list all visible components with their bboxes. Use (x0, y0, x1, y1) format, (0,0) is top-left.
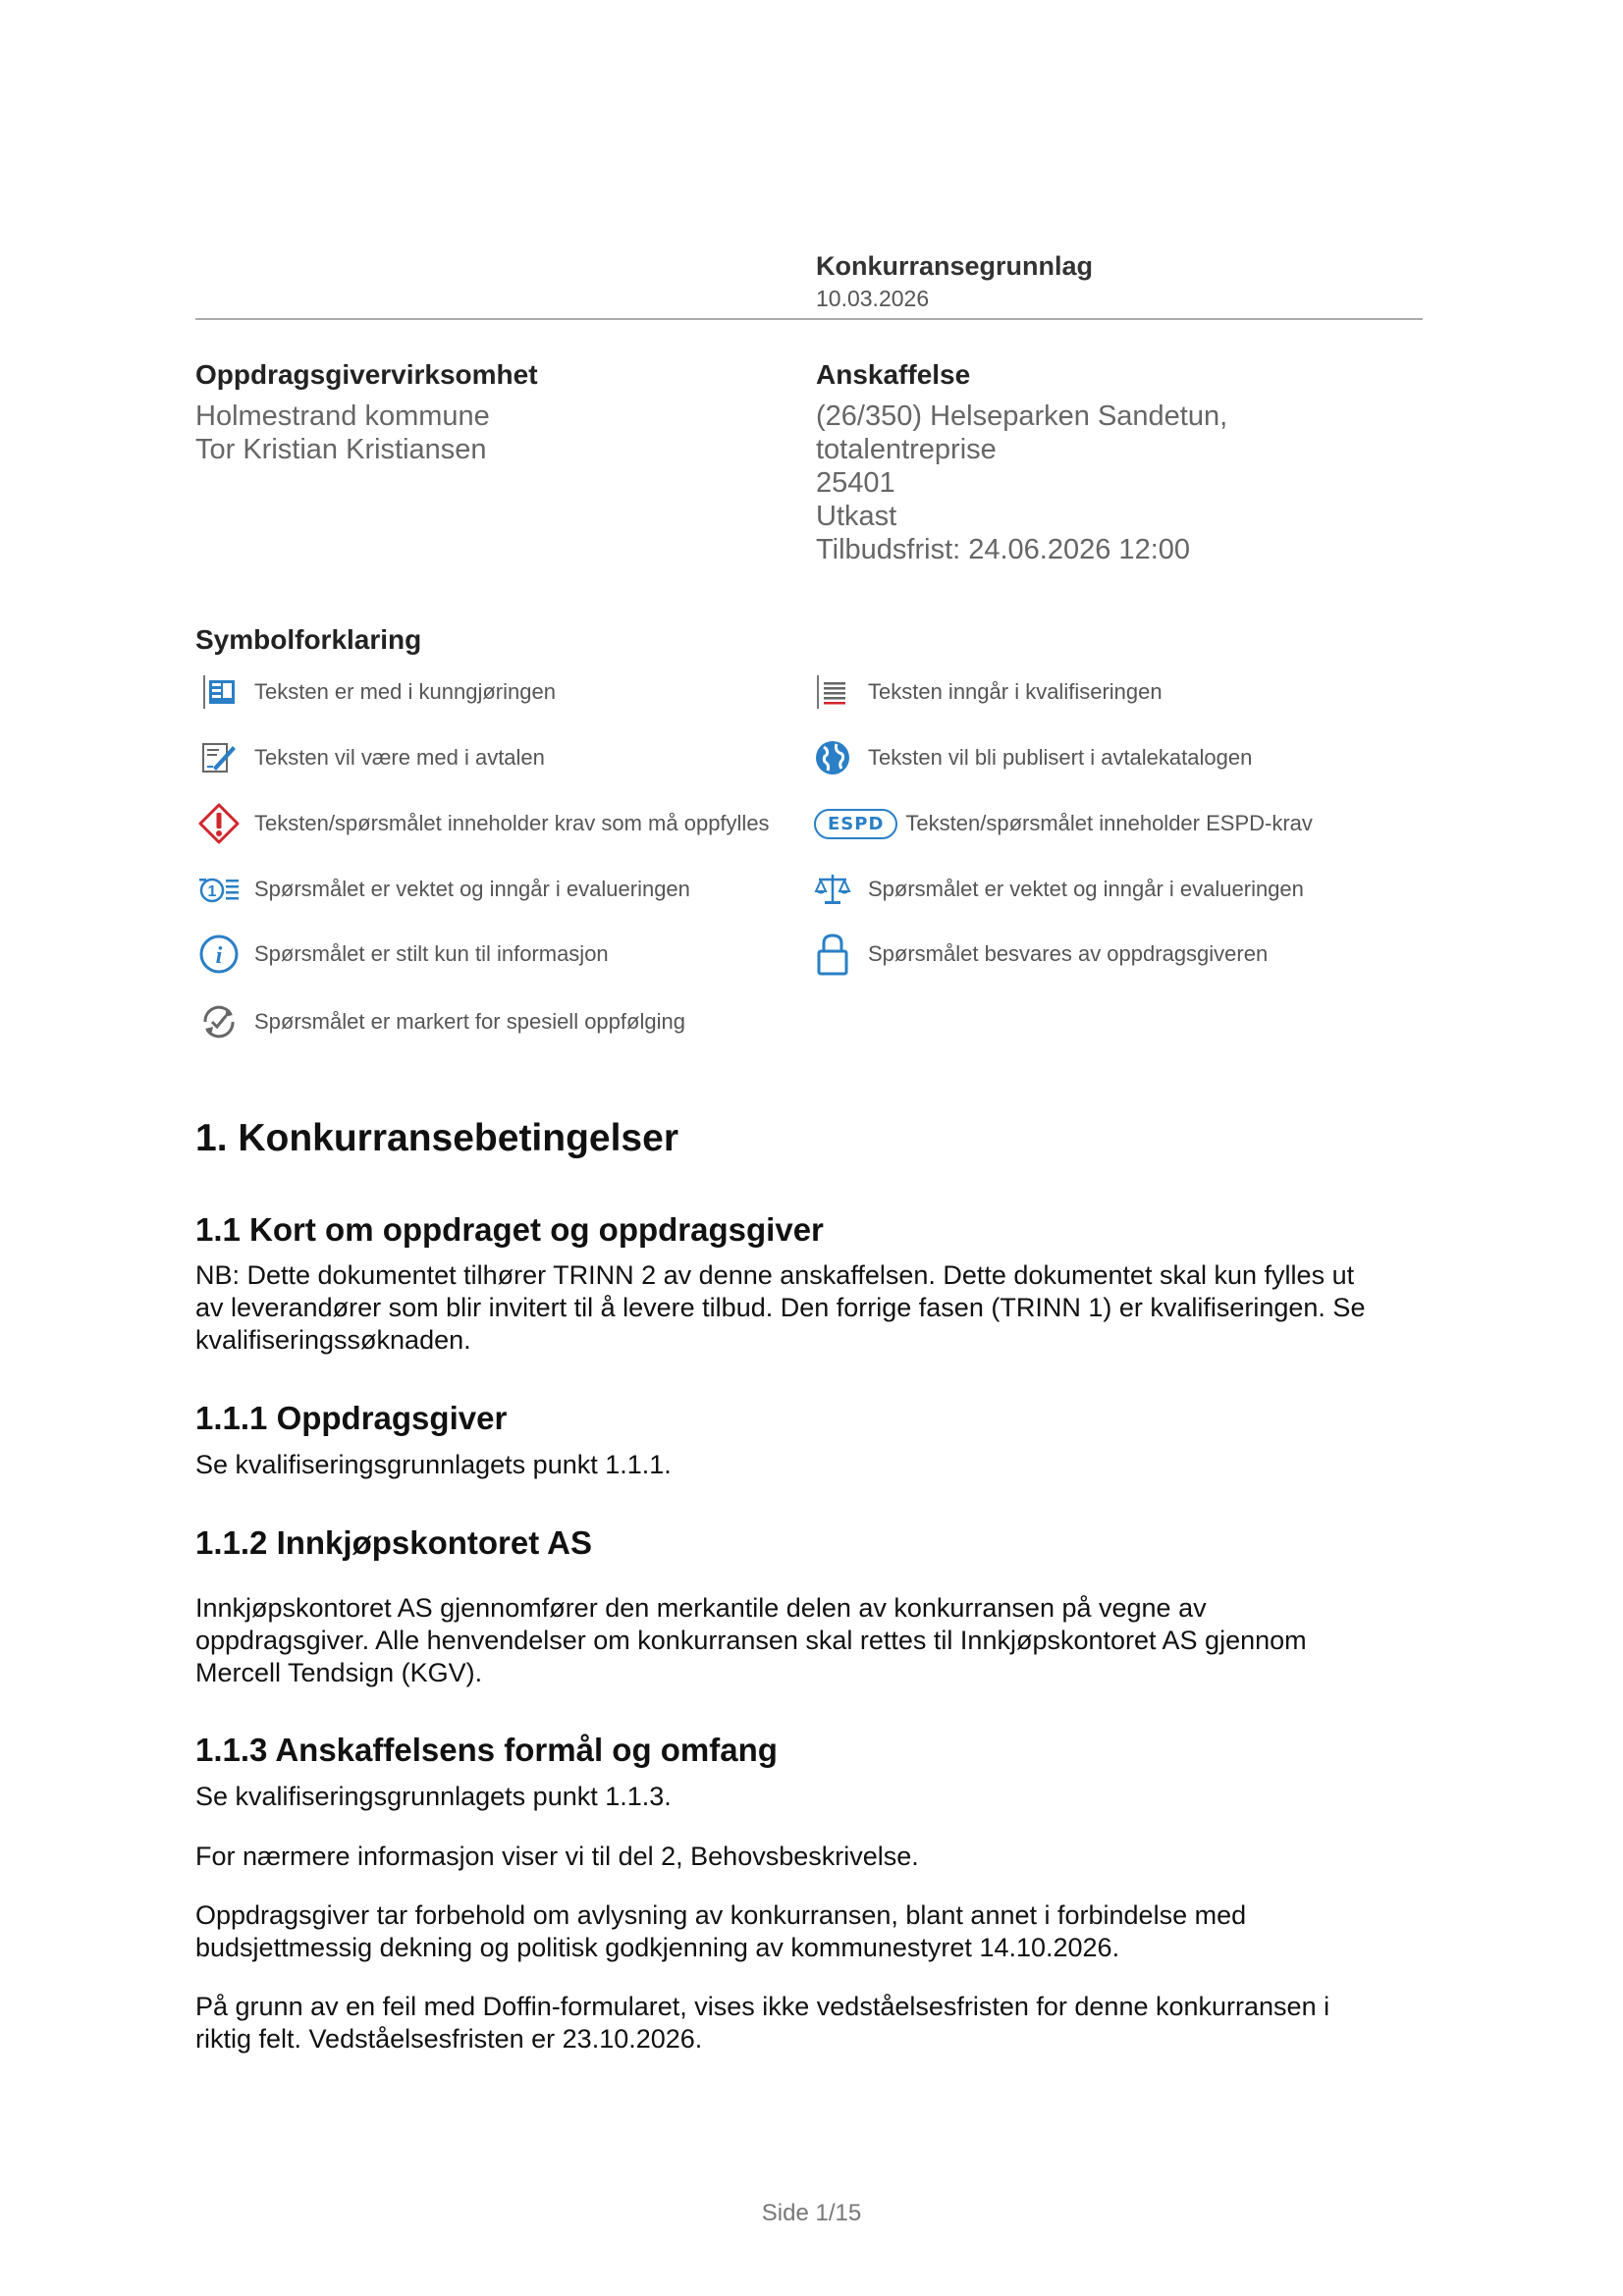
legend-item-followup (195, 998, 685, 1045)
text-line: riktig felt. Vedståelsesfristen er 23.10.2026. (195, 2024, 703, 2054)
legend-item-lock (809, 931, 1268, 978)
procurement-status: Utkast (816, 501, 897, 532)
section-heading-1-1-3: 1.1.3 Anskaffelsens formål og omfang (195, 1732, 778, 1768)
procurement-label: Anskaffelse (816, 359, 971, 390)
legend-item-espd (814, 800, 1313, 847)
legend-item-catalog (809, 734, 1252, 781)
procurement-number: 25401 (816, 467, 895, 499)
weighted-list-icon (195, 866, 243, 913)
section-1-1-3-p2: For nærmere informasjon viser vi til del 2, Behovsbeskrivelse. (195, 1842, 919, 1871)
text-line: budsjettmessig dekning og politisk godkjenning av kommunestyret 14.10.2026. (195, 1933, 1120, 1962)
client-label: Oppdragsgivervirksomhet (195, 359, 538, 390)
warning-icon (195, 800, 243, 847)
legend-item-qualification (809, 668, 1163, 716)
procurement-deadline: Tilbudsfrist: 24.06.2026 12:00 (816, 534, 1191, 565)
announcement-icon (195, 668, 243, 716)
qualification-icon (809, 668, 856, 716)
section-1-1-3-p4 (195, 1991, 1433, 2056)
section-1-1-text (195, 1259, 1433, 1357)
client-contact: Tor Kristian Kristiansen (195, 434, 487, 465)
page-number: Side 1/15 (761, 2200, 862, 2226)
legend-text: Spørsmålet er vektet og inngår i evalueringen (254, 877, 690, 901)
text-line: oppdragsgiver. Alle henvendelser om konkurransen skal rettes til Innkjøpskontoret AS gjennom (195, 1626, 1307, 1655)
procurement-title-cont: totalentreprise (816, 434, 997, 465)
section-heading-1: 1. Konkurransebetingelser (195, 1117, 678, 1159)
text-line: Oppdragsgiver tar forbehold om avlysning av konkurransen, blant annet i forbindelse med (195, 1900, 1247, 1930)
legend-item-requirement (195, 800, 770, 847)
info-icon (195, 931, 243, 978)
legend-text: Spørsmålet er vektet og inngår i evalueringen (868, 877, 1304, 901)
legend-text: Teksten er med i kunngjøringen (254, 679, 556, 704)
lock-icon (809, 931, 856, 978)
client-info (195, 400, 490, 466)
text-line: av leverandører som blir invitert til å levere tilbud. Den forrige fasen (TRINN 1) er kvalifiseringen. Se (195, 1293, 1366, 1322)
espd-icon (814, 800, 897, 847)
text-line: På grunn av en feil med Doffin-formularet, vises ikke vedståelsesfristen for denne konkurransen i (195, 1992, 1330, 2021)
section-1-1-1-text: Se kvalifiseringsgrunnlagets punkt 1.1.1. (195, 1450, 672, 1479)
legend-item-scales (809, 866, 1304, 913)
section-heading-1-1-1: 1.1.1 Oppdragsgiver (195, 1400, 508, 1436)
legend-text: Spørsmålet besvares av oppdragsgiveren (868, 941, 1269, 966)
document-type: Konkurransegrunnlag (816, 251, 1094, 281)
followup-icon (195, 998, 243, 1045)
section-1-1-3-p1: Se kvalifiseringsgrunnlagets punkt 1.1.3. (195, 1782, 672, 1811)
legend-text: Teksten inngår i kvalifiseringen (868, 679, 1163, 704)
procurement-info (816, 400, 1227, 566)
scales-icon (809, 866, 856, 913)
contract-icon (195, 734, 243, 781)
text-line: kvalifiseringssøknaden. (195, 1325, 471, 1355)
legend-item-contract (195, 734, 545, 781)
legend-text: Spørsmålet er stilt kun til informasjon (254, 941, 609, 966)
header-divider (195, 318, 1423, 320)
text-line: Mercell Tendsign (KGV). (195, 1658, 483, 1687)
legend-text: Spørsmålet er markert for spesiell oppfølging (254, 1009, 685, 1034)
document-date: 10.03.2026 (816, 286, 930, 311)
svg-text:1: 1 (207, 883, 217, 900)
client-name: Holmestrand kommune (195, 400, 490, 432)
section-1-1-2-text (195, 1592, 1433, 1689)
legend-text: Teksten/spørsmålet inneholder krav som må oppfylles (254, 811, 770, 835)
svg-text:i: i (215, 943, 223, 969)
text-line: Innkjøpskontoret AS gjennomfører den merkantile delen av konkurransen på vegne av (195, 1593, 1207, 1623)
legend-item-weighted (195, 866, 690, 913)
legend-text: Teksten/spørsmålet inneholder ESPD-krav (905, 811, 1313, 835)
legend-text: Teksten vil bli publisert i avtalekatalogen (868, 745, 1253, 770)
section-heading-1-1-2: 1.1.2 Innkjøpskontoret AS (195, 1524, 593, 1561)
procurement-title: (26/350) Helseparken Sandetun, (816, 400, 1228, 432)
text-line: NB: Dette dokumentet tilhører TRINN 2 av denne anskaffelsen. Dette dokumentet skal kun fylles ut (195, 1260, 1355, 1290)
espd-badge-label: ESPD (814, 809, 897, 839)
section-heading-1-1: 1.1 Kort om oppdraget og oppdragsgiver (195, 1211, 824, 1248)
legend-item-info (195, 931, 609, 978)
section-1-1-3-p3 (195, 1899, 1433, 1964)
legend-item-announcement (195, 668, 556, 716)
legend-text: Teksten vil være med i avtalen (254, 745, 545, 770)
globe-icon (809, 734, 856, 781)
legend-title: Symbolforklaring (195, 624, 422, 655)
